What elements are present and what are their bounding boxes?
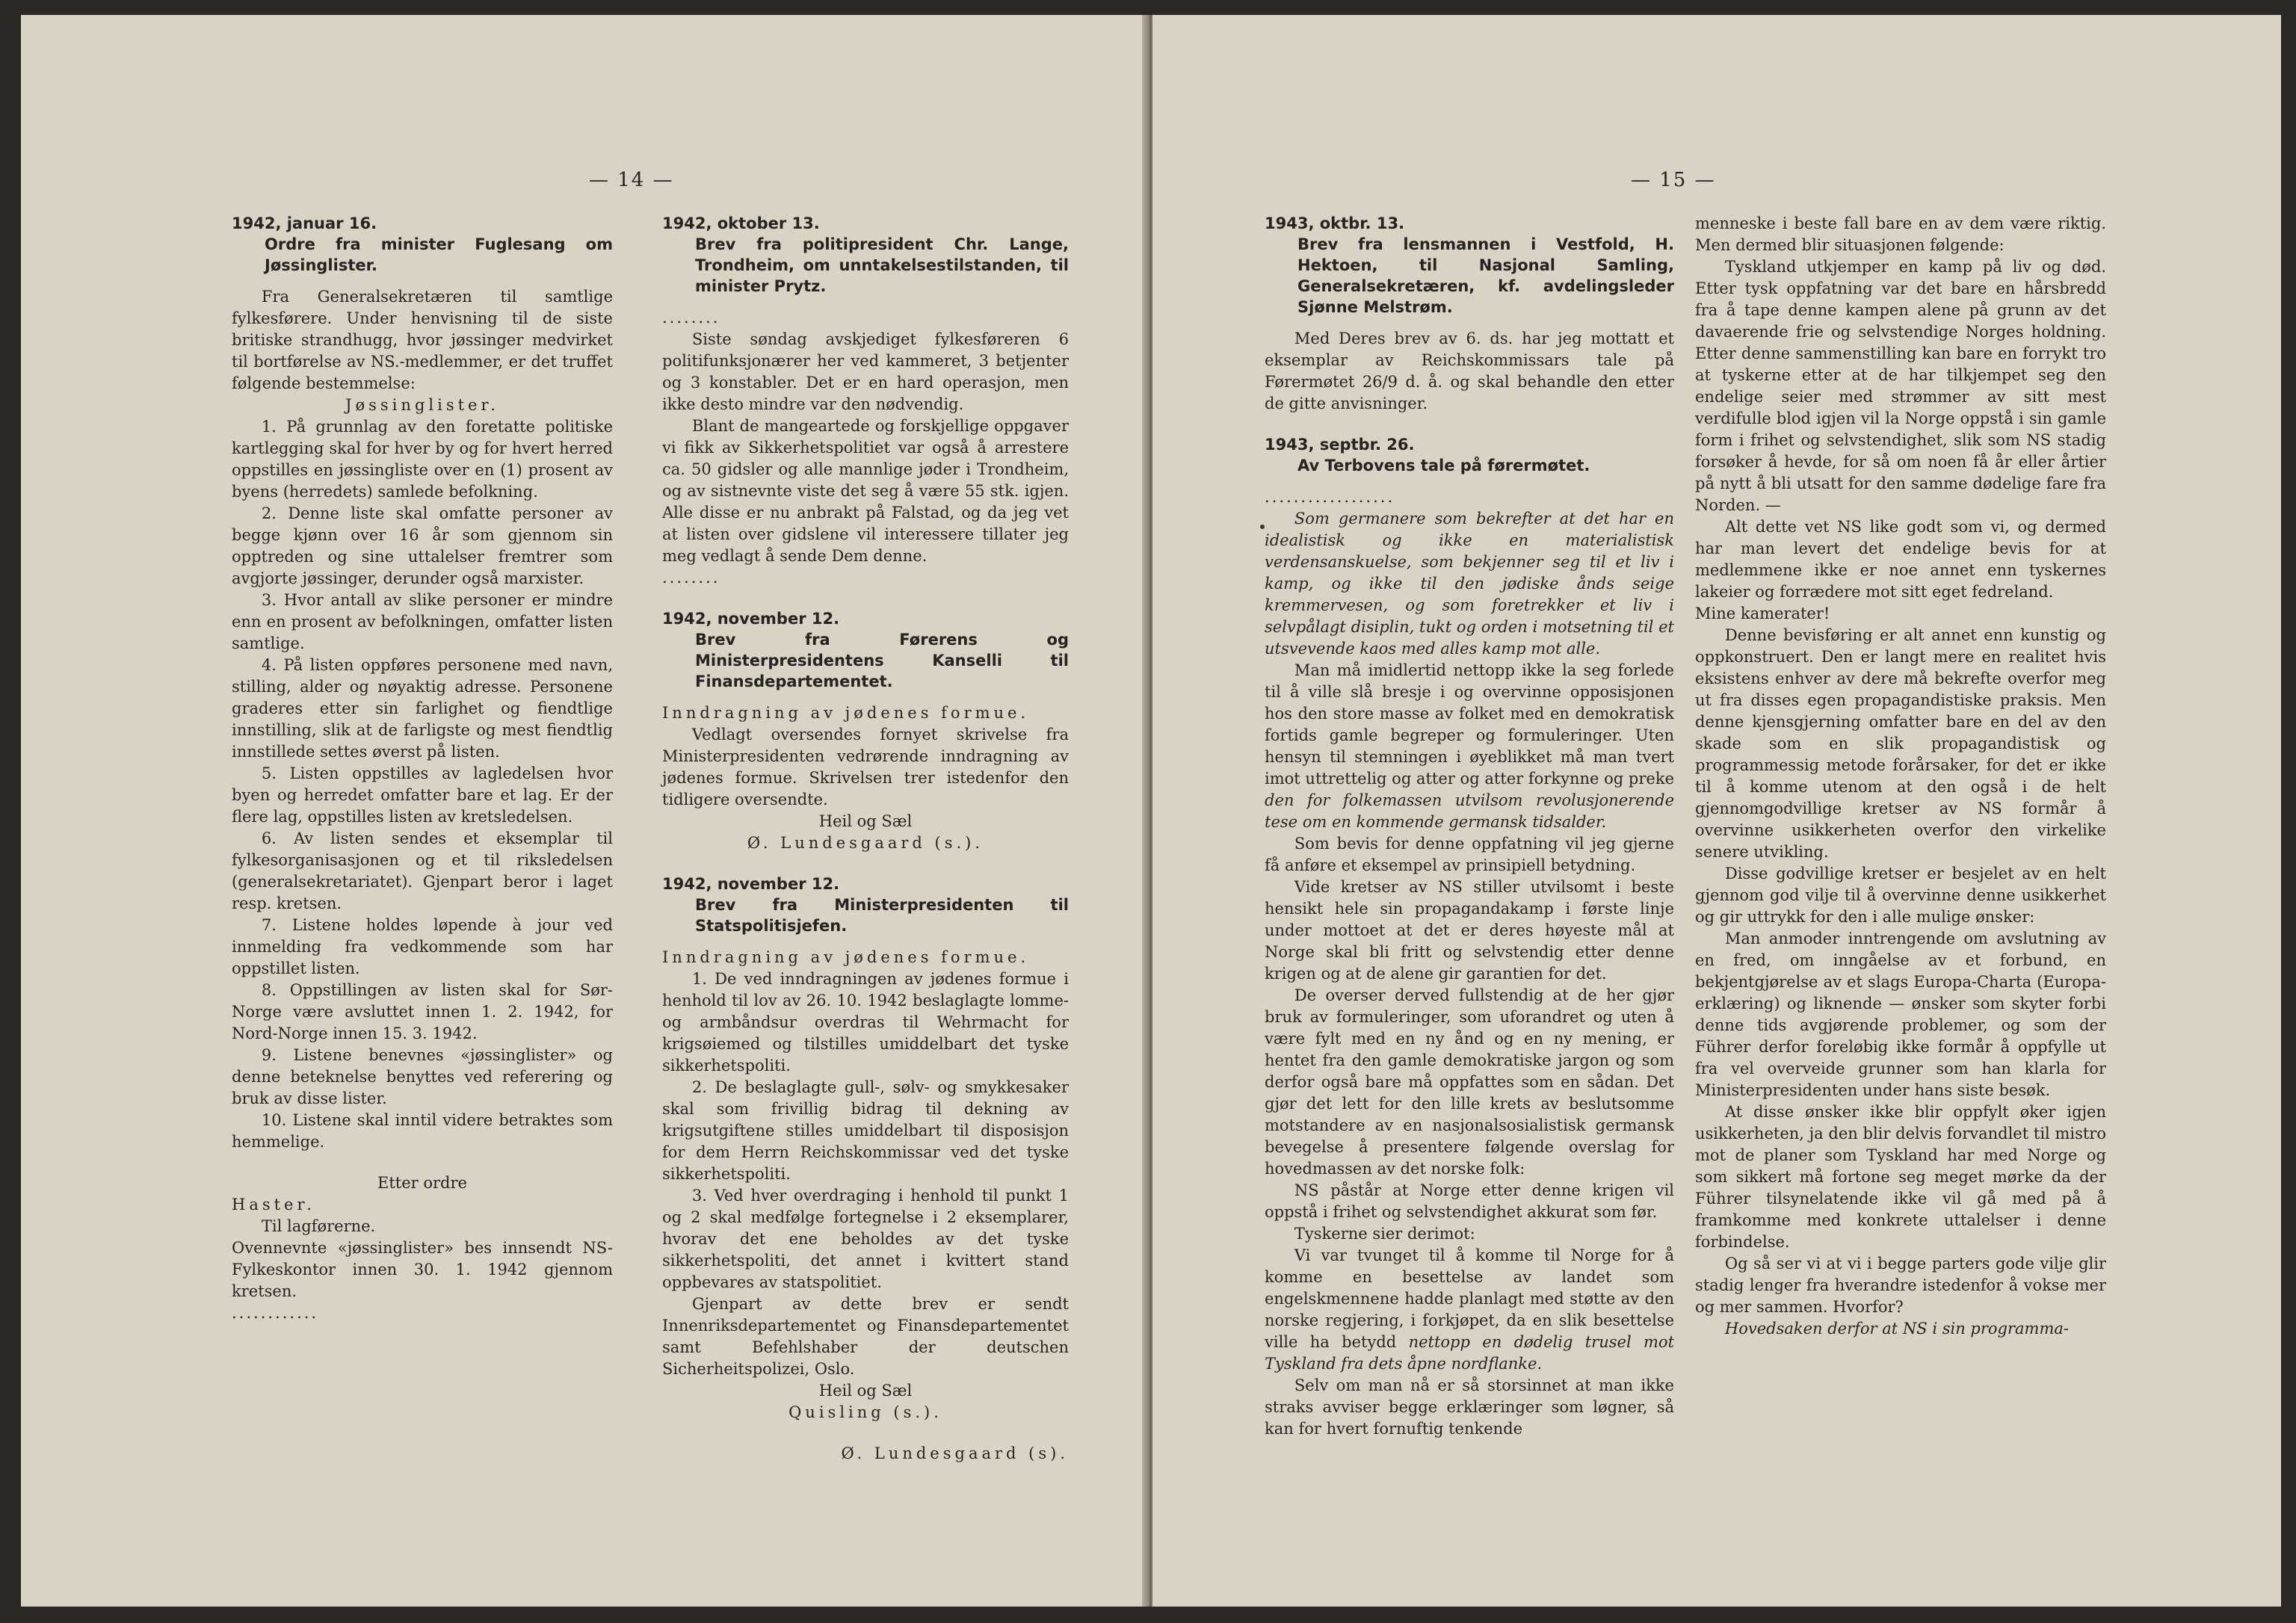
paragraph: Vide kretser av NS stiller utvilsomt i beste hensikt hele sin propagandakamp i første linje under mottoet at det er deres høyeste mål at Norge skal bli fritt og selvstendig etter denne krigen og at de alene gir garantien for det.: [1265, 878, 1674, 983]
centered-line: Heil og Sæl: [818, 812, 913, 830]
ink-speck: [1260, 525, 1265, 529]
paragraph: 5. Listen oppstilles av lagledelsen hvor byen og herredet omfatter bare et lag. Er der flere lag, oppstilles listen av kretsledelsen.: [232, 764, 613, 826]
paragraph: Fra Generalsekretæren til samtlige fylkesførere. Under henvisning til de siste britiske strandhugg, hvor jøssinger medvirket til bortførelse av NS.-medlemmer, er det truffet følgende bestemmelse:: [232, 288, 613, 392]
spacer: [232, 1153, 613, 1172]
paragraph: 9. Listene benevnes «jøssinglister» og denne beteknelse benyttes ved referering og bruk av disse lister.: [232, 1046, 613, 1107]
spacer: [662, 589, 1069, 608]
paragraph: Disse godvillige kretser er besjelet av en helt gjennom god vilje til å overvinne denne usikkerhet og gir uttrykk for den i alle mulige ønsker:: [1695, 865, 2106, 926]
spaced-centered-line: Jøssinglister.: [345, 396, 499, 414]
signature-line: Ø. Lundesgaard (s).: [841, 1444, 1069, 1462]
paragraph: [1265, 660, 1674, 833]
paragraph: Gjenpart av dette brev er sendt Innenriksdepartementet og Finansdepartementet samt Befehlshaber der deutschen Sicherheitspolizei, Oslo.: [662, 1295, 1069, 1378]
paragraph: Ovennevnte «jøssinglister» bes innsendt NS-Fylkeskontor innen 30. 1. 1942 gjennom kretsen.: [232, 1239, 613, 1300]
paragraph: Og så ser vi at vi i begge parters gode vilje glir stadig lenger fra hverandre istedenfor å vokse mer og mer sammen. Hvorfor?: [1695, 1255, 2106, 1316]
spaced-line: Haster.: [232, 1196, 315, 1214]
paragraph: 3. Ved hver overdraging i henhold til punkt 1 og 2 skal medfølge fortegnelse i 2 eksemplarer, hvorav det ene beholdes av det tyske sikkerhetspoliti, det annet i kvittert stand oppbevares av statspolitiet.: [662, 1187, 1069, 1291]
paragraph: Blant de mangeartede og forskjellige oppgaver vi fikk av Sikkerhetspolitiet var også å arrestere ca. 50 gidsler og alle mannlige jøder i Trondheim, og av sistnevnte viste det seg å være 55 stk. igjen. Alle disse er nu anbrakt på Falstad, og da jeg vet at listen over gidslene vil interessere tillater jeg meg vedlagt å sende Dem denne.: [662, 417, 1069, 565]
ellipsis-line: ............: [232, 1304, 319, 1322]
paragraph: 2. De beslaglagte gull-, sølv- og smykkesaker skal som frivillig bidrag til dekning av krigsutgiftene stilles umiddelbart til disposisjon for dem Herrn Reichskommissar ved det tyske sikkerhetspoliti.: [662, 1078, 1069, 1183]
left-page: [21, 15, 1147, 1607]
paragraph: 8. Oppstillingen av listen skal for Sør-Norge være avsluttet innen 1. 2. 1942, for Nord-Norge innen 15. 3. 1942.: [232, 981, 613, 1042]
paragraph: Mine kamerater!: [1695, 605, 1830, 622]
centered-line: Heil og Sæl: [818, 1382, 913, 1400]
page-number: — 15 —: [1631, 169, 1716, 191]
paragraph: menneske i beste fall bare en av dem være riktig. Men dermed blir situasjonen følgende:: [1695, 214, 2106, 254]
paragraph-text: Man må imidlertid nettopp ikke la seg forlede til å ville slå bresje i og overvinne opposisjonen hos den store masse av folket med en demokratisk fortids gamle begreper og formuleringer. Uten hensyn til stemningen i øyeblikket må man tvert imot uttrettelig og atter og atter forkynne og preke: [1265, 661, 1674, 788]
paragraph: 1. På grunnlag av den foretatte politiske kartlegging skal for hver by og for hvert herred oppstilles en jøssingliste over en (1) prosent av byens (herredets) samlede befolkning.: [232, 418, 613, 501]
right-page-column-2: [1695, 213, 2106, 1340]
spacer: [662, 1423, 1069, 1443]
ellipsis-line: ..................: [1265, 488, 1395, 506]
ellipsis-line: ........: [662, 309, 720, 327]
entry-date: 1942, januar 16.: [232, 214, 377, 232]
right-page: [1152, 15, 2281, 1607]
entry-date: 1942, november 12.: [662, 875, 840, 893]
ellipsis-line: ........: [662, 569, 720, 587]
paragraph: 10. Listene skal inntil videre betraktes som hemmelige.: [232, 1111, 613, 1151]
left-page-column-2: [662, 213, 1069, 1465]
paragraph: NS påstår at Norge etter denne krigen vil oppstå i frihet og selvstendighet akkurat som før.: [1265, 1181, 1674, 1221]
paragraph: 3. Hvor antall av slike personer er mindre enn en prosent av befolkningen, omfatter listen samtlige.: [232, 591, 613, 652]
paragraph: At disse ønsker ikke blir oppfylt øker igjen usikkerheten, ja den blir delvis forvandlet til mistro mot de planer som Tyskland har med Norge og som sikkert må fortone seg meget mørke da der Führer tilsynelatende ikke vil gå med på å framkomme med konkrete uttalelser i denne forbindelse.: [1695, 1103, 2106, 1251]
paragraph: 6. Av listen sendes et eksemplar til fylkesorganisasjonen og et til riksledelsen (generalsekretariatet). Gjenpart beror i laget resp. kretsen.: [232, 829, 613, 912]
italic-emphasis: den for folkemassen utvilsom revolusjonerende tese om en kommende germansk tidsalder.: [1265, 791, 1674, 831]
paragraph: Vedlagt oversendes fornyet skrivelse fra Ministerpresidenten vedrørende inndragning av jødenes formue. Skrivelsen trer istedenfor den tidligere oversendte.: [662, 726, 1069, 809]
paragraph: 7. Listene holdes løpende à jour ved innmelding fra vedkommende som har oppstillet listen.: [232, 916, 613, 977]
italic-paragraph: Som germanere som bekrefter at det har en idealistisk og ikke en materialistisk verdensanskuelse, som bekjenner seg til et liv i kamp, og ikke til den jødiske ånds seige kremmervesen, og som foretrekker et liv i selvpålagt disiplin, tukt og orden i motsetning til et utsvevende kaos med alles kamp mot alle.: [1265, 510, 1674, 658]
paragraph: Denne bevisføring er alt annet enn kunstig og oppkonstruert. Den er langt mere en realitet hvis eksistens enhver av dere må bekrefte overfor meg ut fra disses egen propagandistiske praksis. Men denne kjensgjerning omfatter bare en del av den skade som en slik propagandistisk og programmessig metode forårsaker, for det er ikke til å komme utenom at den også i de helt gjennomgodvillige kretser av NS formår å overvinne usikkerheten overfor den virkelike senere utvikling.: [1695, 626, 2106, 861]
entry-title: Brev fra Ministerpresidenten til Statspolitisjefen.: [695, 896, 1069, 935]
paragraph: Med Deres brev av 6. ds. har jeg mottatt et eksemplar av Reichskommissars tale på Førermøtet 26/9 d. å. og skal behandle den etter de gitte anvisninger.: [1265, 330, 1674, 412]
spaced-centered-line: Ø. Lundesgaard (s.).: [747, 834, 984, 852]
spacer: [662, 854, 1069, 874]
paragraph: 4. På listen oppføres personene med navn, stilling, alder og nøyaktig adresse. Personene graderes etter sin farlighet og fiendtlige innstilling, slik at de farligste og mest fiendtlig innstillede settes øverst på listen.: [232, 656, 613, 761]
paragraph: Tyskerne sier derimot:: [1294, 1225, 1475, 1243]
entry-date: 1943, septbr. 26.: [1265, 436, 1415, 454]
entry-title: Brev fra lensmannen i Vestfold, H. Hektoen, til Nasjonal Samling, Generalsekretæren, kf. avdelingsleder Sjønne Melstrøm.: [1297, 235, 1674, 316]
entry-title: Brev fra Førerens og Ministerpresidentens Kanselli til Finansdepartementet.: [695, 631, 1069, 690]
spaced-line: Inndragning av jødenes formue.: [662, 948, 1030, 966]
entry-date: 1942, november 12.: [662, 610, 840, 628]
right-page-column-1: [1265, 213, 1674, 1440]
left-page-column-1: [232, 213, 613, 1324]
paragraph: Selv om man nå er så storsinnet at man ikke straks avviser begge erklæringer som løgner, så kan for hvert fornuftig tenkende: [1265, 1376, 1674, 1438]
paragraph: Tyskland utkjemper en kamp på liv og død. Etter tysk oppfatning var det bare en hårsbredd fra å tape denne kampen alene på grunn av det davaerende frie og selvstendige Norges holdning. Etter denne sammenstilling kan bare en forrykt tro at tyskerne etter at de har tilkjempet seg den endelige seier med strømmer av sitt mest verdifulle blod igjen vil la Norge oppstå i sin gamle form i frihet og selvstendighet, slik som NS stadig forsøker å hevde, for så om noen få år eller årtier på nytt å bli utsatt for den samme dødelige fare fra Norden. —: [1695, 258, 2106, 514]
spacer: [1265, 415, 1674, 434]
entry-title: Brev fra politipresident Chr. Lange, Trondheim, om unntakelsestilstanden, til minister Prytz.: [695, 235, 1069, 295]
paragraph-text: Vi var tvunget til å komme til Norge for å komme en besettelse av landet som engelskmennene hadde planlagt med støtte av den norske regjering, i forkjøpet, da en slik besettelse ville ha betydd: [1265, 1246, 1674, 1351]
paragraph: Man anmoder inntrengende om avslutning av en fred, om inngåelse av et forbund, en bekjentgjørelse av et slags Europa-Charta (Europa-erklæring) og liknende — ønsker som skyter forbi denne tids avgjørende problemer, og som der Führer derfor foreløbig ikke formår å oppfylle ut fra vel overveide grunner som han klarla for Ministerpresidenten under hans siste besøk.: [1695, 930, 2106, 1099]
paragraph: De overser derved fullstendig at de her gjør bruk av formuleringer, som uforandret og uten å være fylt med en ny ånd og en ny mening, er hentet fra den gamle demokratiske jargon og som derfor også bare må oppfattes som en sådan. Det gjør det lett for den lille krets av beslutsomme motstandere av en nasjonalsosialistisk germansk bevegelse å presentere følgende overslag for hovedmassen av det norske folk:: [1265, 986, 1674, 1178]
paragraph: 2. Denne liste skal omfatte personer av begge kjønn over 16 år som gjennom sin opptreden og sine uttalelser fremtrer som avgjorte jøssinger, derunder også marxister.: [232, 504, 613, 587]
page-number: — 14 —: [589, 169, 674, 191]
paragraph: [1265, 1245, 1674, 1375]
paragraph: Alt dette vet NS like godt som vi, og dermed har man levert det endelige bevis for at medlemmene ikke er noe annet enn tyskernes lakeier og forrædere mot sitt eget fedreland.: [1695, 518, 2106, 601]
spaced-centered-line: Quisling (s.).: [789, 1403, 942, 1421]
paragraph: Som bevis for denne oppfatning vil jeg gjerne få anføre et eksempel av prinsipiell betydning.: [1265, 835, 1674, 874]
centered-line: Etter ordre: [377, 1174, 467, 1192]
italic-paragraph: Hovedsaken derfor at NS i sin programma-: [1724, 1320, 2069, 1338]
entry-date: 1942, oktober 13.: [662, 214, 820, 232]
paragraph: Siste søndag avskjediget fylkesføreren 6 politifunksjonærer her ved kammeret, 3 betjenter og 3 konstabler. Det er en hard operasjon, men ikke desto mindre var den nødvendig.: [662, 330, 1069, 413]
entry-title: Av Terbovens tale på førermøtet.: [1297, 457, 1590, 474]
italic-emphasis: nettopp en dødelig trusel mot Tyskland fra dets åpne nordflanke.: [1265, 1333, 1675, 1373]
spaced-line: Inndragning av jødenes formue.: [662, 704, 1030, 722]
entry-date: 1943, oktbr. 13.: [1265, 214, 1405, 232]
entry-title: Ordre fra minister Fuglesang om Jøssinglister.: [265, 235, 613, 274]
paragraph: 1. De ved inndragningen av jødenes formue i henhold til lov av 26. 10. 1942 beslaglagte lomme- og armbåndsur overdras til Wehrmacht for krigsøiemed og tilstilles umiddelbart det tyske sikkerhetspoliti.: [662, 970, 1069, 1075]
paragraph: Til lagførerne.: [261, 1217, 376, 1235]
